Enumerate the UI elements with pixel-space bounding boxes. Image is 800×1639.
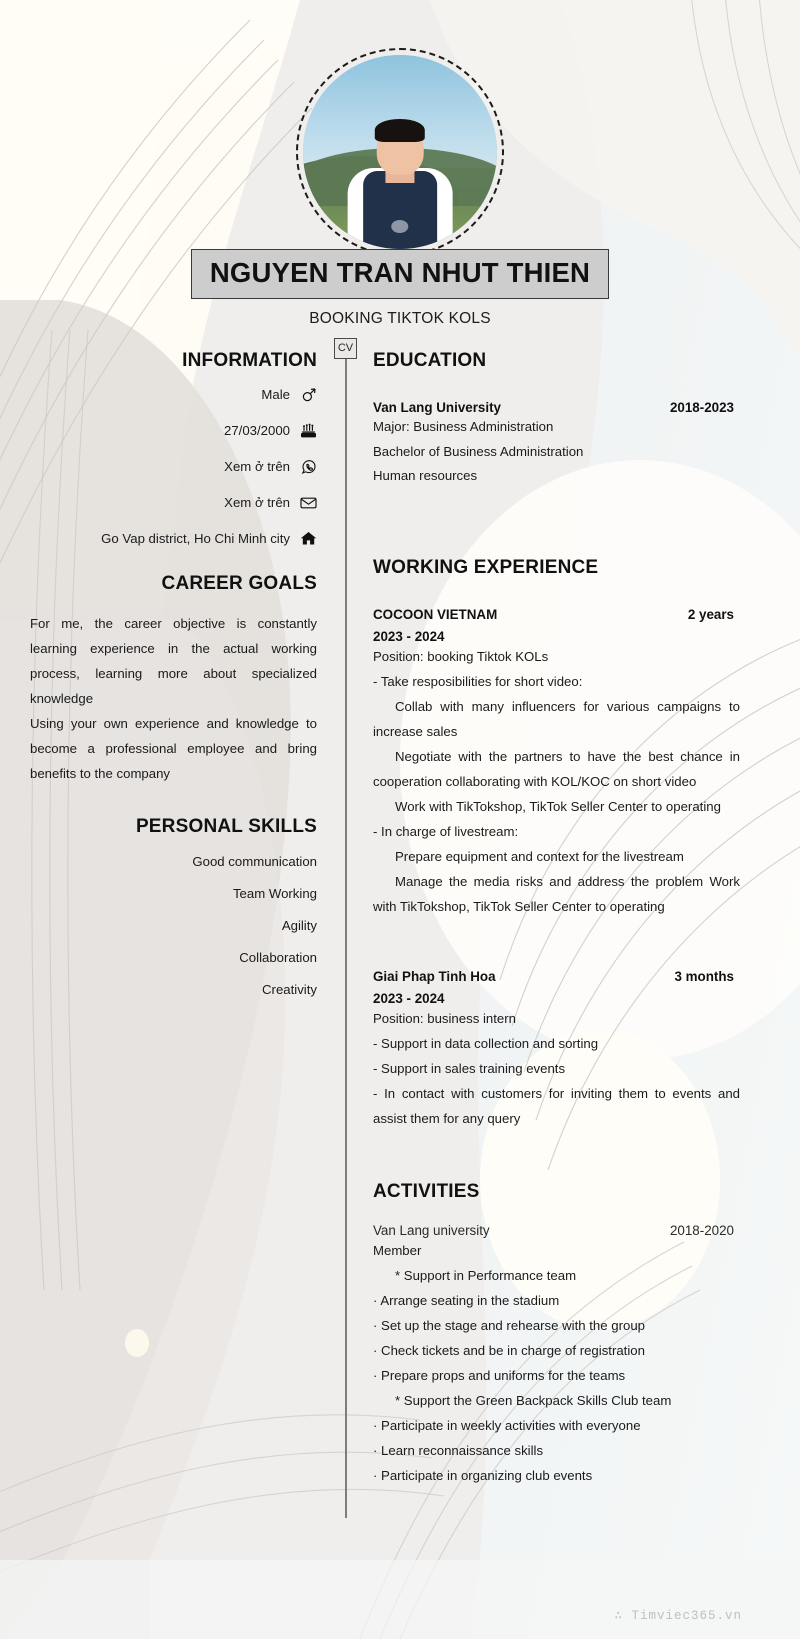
experience-position: Position: booking Tiktok KOLs [373, 648, 549, 664]
education-entry [373, 400, 740, 489]
avatar [296, 48, 504, 256]
experience-company: COCOON VIETNAM [373, 606, 498, 622]
skill-item: Agility [281, 918, 317, 933]
activity-line: · Learn reconnaissance skills [373, 1442, 544, 1458]
information-heading: INFORMATION [182, 350, 317, 371]
career-goals-paragraph: For me, the career objective is constantly learning experience in the actual working process, learning more about specialized knowledge [30, 616, 317, 706]
activities-heading: ACTIVITIES [373, 1180, 480, 1202]
experience-line: Work with TikTokshop, TikTok Seller Center to operating [395, 798, 721, 814]
skill-item: Good communication [192, 854, 317, 869]
activity-line: * Support the Green Backpack Skills Club team [395, 1392, 672, 1408]
activity-line: · Check tickets and be in charge of registration [373, 1342, 645, 1358]
job-title: BOOKING TIKTOK KOLS [309, 310, 491, 327]
info-gender-value: Male [261, 387, 290, 402]
experience-company: Giai Phap Tinh Hoa [373, 968, 496, 984]
working-experience-body [373, 607, 740, 1131]
birthday-cake-icon [300, 422, 317, 439]
activity-period: 2018-2020 [669, 1222, 734, 1238]
experience-entry [373, 607, 740, 919]
info-birthday-value: 27/03/2000 [223, 423, 290, 438]
experience-entry [373, 969, 740, 1131]
experience-duration: 2 years [687, 606, 734, 622]
experience-line: - In contact with customers for inviting them to events and assist them for any query [373, 1085, 740, 1126]
activity-line: · Arrange seating in the stadium [373, 1292, 560, 1308]
education-line: Bachelor of Business Administration [373, 443, 584, 459]
activity-line: · Participate in organizing club events [373, 1467, 593, 1483]
education-line: Major: Business Administration [373, 419, 554, 434]
name-banner [191, 249, 609, 299]
section-working-experience [373, 557, 740, 1131]
section-career-goals [30, 573, 317, 786]
page-title: NGUYEN TRAN NHUT THIEN [209, 257, 591, 288]
info-email-value: Xem ở trên [224, 495, 290, 510]
experience-line: - Support in data collection and sorting [373, 1035, 599, 1051]
education-period: 2018-2023 [669, 400, 734, 415]
activity-org: Van Lang university [373, 1222, 490, 1238]
experience-line: Manage the media risks and address the problem Work with TikTokshop, TikTok Seller Center to operating [373, 873, 740, 914]
experience-line: Collab with many influencers for various campaigns to increase sales [373, 698, 740, 739]
phone-chat-icon [300, 458, 317, 475]
experience-entry-head [373, 969, 740, 984]
envelope-icon [300, 494, 317, 511]
section-education [373, 350, 740, 489]
info-row-gender [30, 386, 317, 403]
activity-role: Member [373, 1242, 422, 1258]
section-information [30, 350, 317, 547]
info-row-email [30, 494, 317, 511]
info-row-address [30, 530, 317, 547]
section-activities [373, 1181, 740, 1488]
activities-body [373, 1223, 740, 1488]
info-phone-value: Xem ở trên [224, 459, 290, 474]
column-divider [345, 358, 347, 1518]
information-list [30, 386, 317, 547]
left-column [0, 350, 345, 1498]
activity-entry-head [373, 1223, 740, 1238]
right-column [345, 350, 800, 1498]
working-experience-heading: WORKING EXPERIENCE [373, 556, 599, 578]
skill-item: Creativity [262, 982, 317, 997]
activity-entry [373, 1223, 740, 1488]
education-heading: EDUCATION [373, 350, 487, 371]
education-details [373, 415, 740, 489]
activity-line: * Support in Performance team [395, 1267, 577, 1283]
home-icon [300, 530, 317, 547]
skill-item: Collaboration [239, 950, 317, 965]
education-entry-head [373, 400, 740, 415]
personal-skills-heading: PERSONAL SKILLS [135, 816, 317, 837]
education-line: Human resources [373, 468, 478, 483]
info-row-phone [30, 458, 317, 475]
experience-entry-head [373, 607, 740, 622]
career-goals-paragraph: Using your own experience and knowledge to become a professional employee and bring benefits to the company [30, 716, 317, 781]
experience-position: Position: business intern [373, 1010, 516, 1026]
experience-line: - Support in sales training events [373, 1060, 566, 1076]
experience-line: Prepare equipment and context for the livestream [395, 848, 684, 864]
experience-line: Negotiate with the partners to have the best chance in cooperation collaborating with KOL/KOC on short video [373, 748, 740, 789]
experience-line: - Take resposibilities for short video: [373, 673, 583, 689]
activity-line: · Participate in weekly activities with everyone [373, 1417, 641, 1433]
info-row-birthday [30, 422, 317, 439]
info-address-value: Go Vap district, Ho Chi Minh city [101, 531, 290, 546]
content-columns [0, 350, 800, 1498]
education-school: Van Lang University [373, 400, 501, 415]
experience-years: 2023 - 2024 [373, 628, 445, 644]
section-personal-skills [30, 816, 317, 997]
education-body [373, 400, 740, 489]
gender-male-icon [300, 386, 317, 403]
activity-line: · Set up the stage and rehearse with the group [373, 1317, 645, 1333]
cv-badge: CV [334, 338, 357, 359]
footer-watermark: ∴ Timviec365.vn [614, 1609, 742, 1623]
profile-photo [303, 55, 497, 249]
skill-item: Team Working [232, 886, 317, 901]
experience-duration: 3 months [674, 968, 734, 984]
experience-years: 2023 - 2024 [373, 990, 445, 1006]
cv-header [0, 0, 800, 328]
activity-line: · Prepare props and uniforms for the teams [373, 1367, 626, 1383]
experience-line: - In charge of livestream: [373, 823, 519, 839]
career-goals-heading: CAREER GOALS [161, 573, 317, 594]
